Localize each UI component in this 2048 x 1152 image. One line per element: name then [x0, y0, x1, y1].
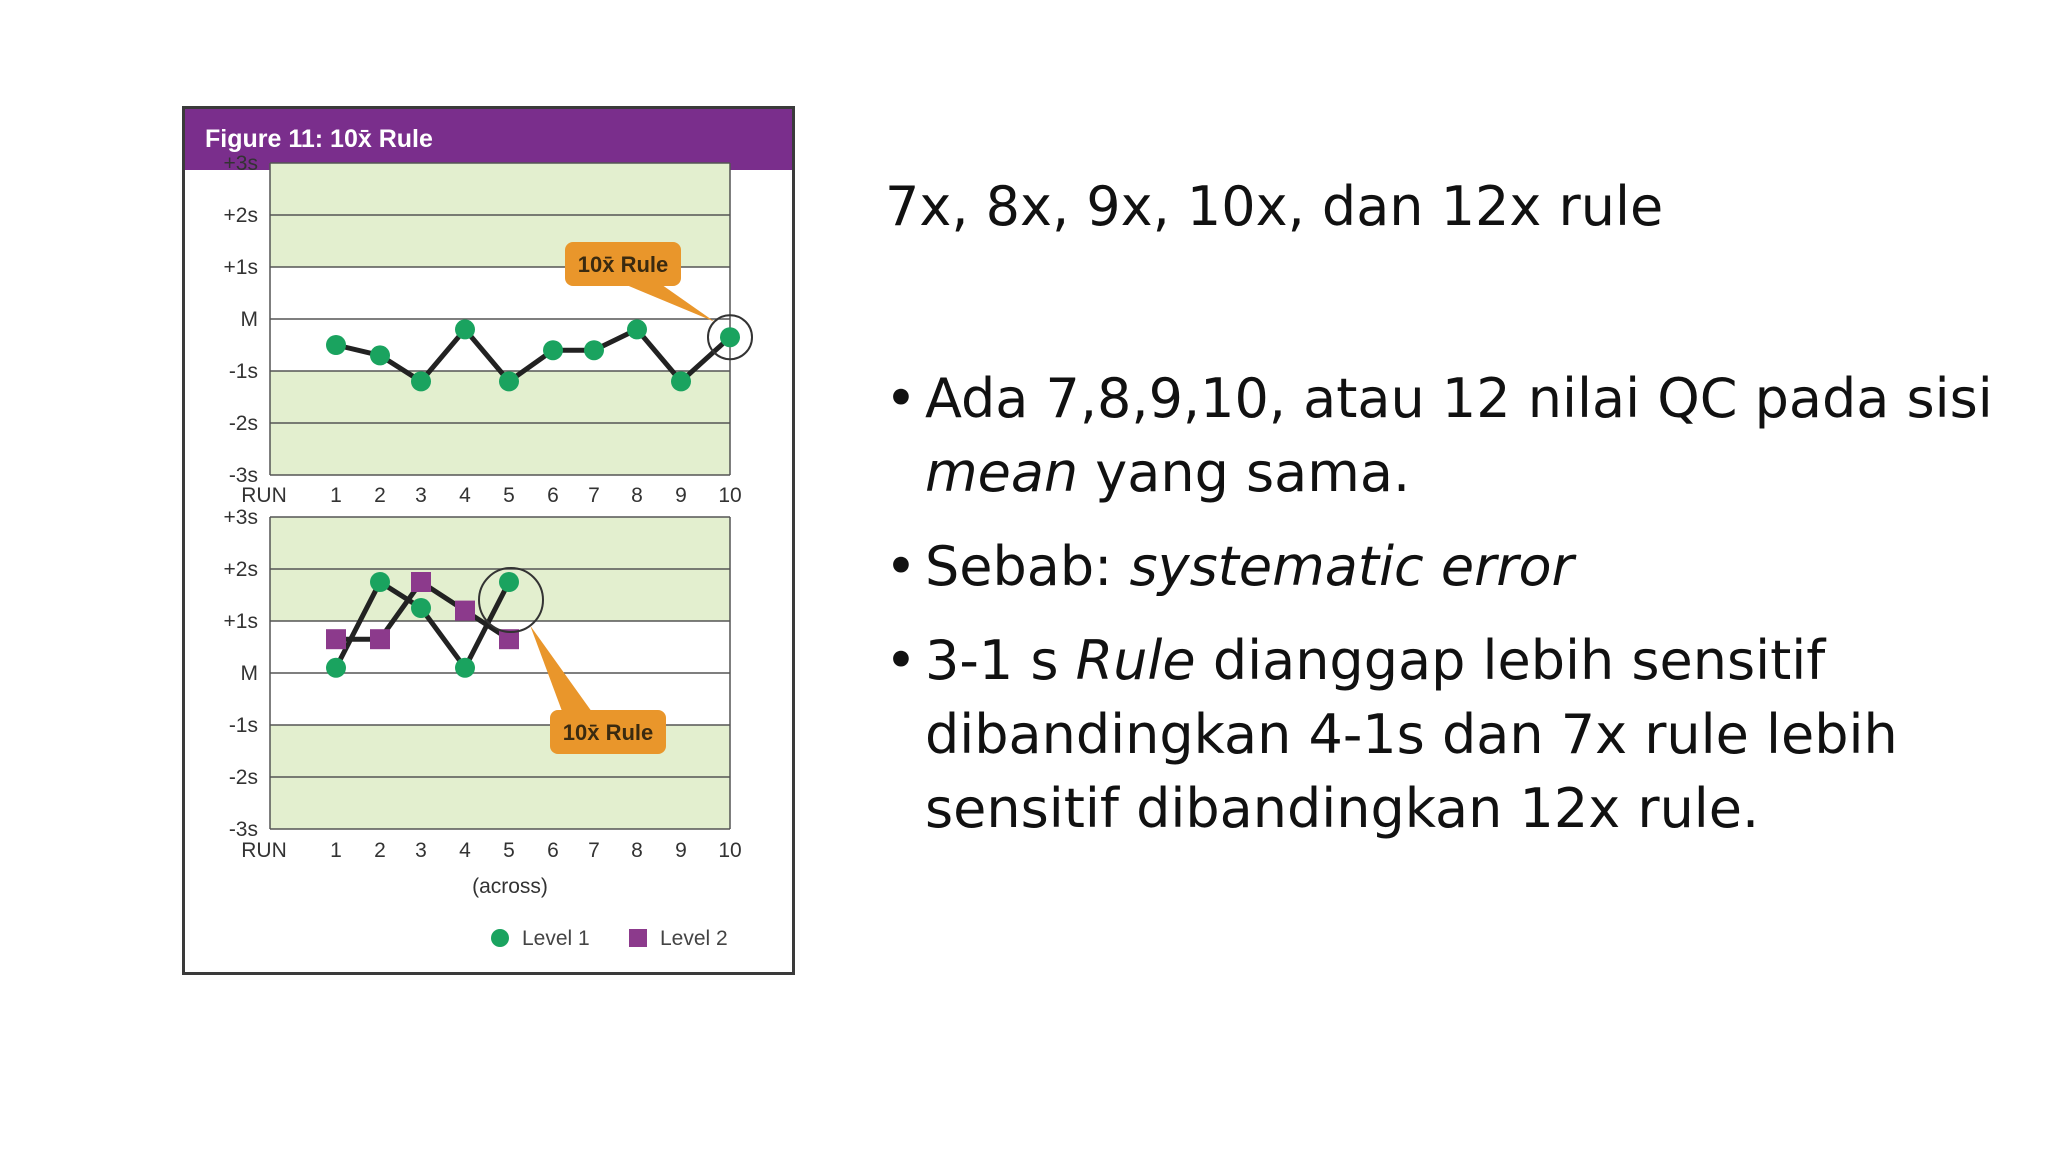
bullet-dot: • [885, 367, 917, 430]
bullet-text: Sebab: [925, 535, 1130, 598]
data-point-circle [671, 371, 691, 391]
x-tick-label: 1 [330, 484, 342, 507]
x-tick-label: 6 [547, 839, 559, 862]
data-point-circle [326, 335, 346, 355]
y-tick-label: -1s [228, 714, 258, 737]
x-tick-label: 7 [588, 484, 600, 507]
y-tick-label: M [240, 308, 258, 331]
callout-label: 10x̄ Rule [577, 252, 669, 277]
data-point-circle [720, 327, 740, 347]
y-tick-label: +1s [223, 256, 258, 279]
y-tick-label: +2s [223, 204, 258, 227]
legend-swatch-square [629, 929, 647, 947]
y-tick-label: -2s [228, 766, 258, 789]
x-tick-label: 3 [415, 839, 427, 862]
bullet-text-emphasis: mean [925, 441, 1079, 504]
y-tick-label: -3s [228, 818, 258, 841]
x-tick-label: 10 [718, 839, 742, 862]
x-tick-label: 2 [374, 484, 386, 507]
bullet-text: Ada 7,8,9,10, atau 12 nilai QC pada sisi [925, 367, 1993, 430]
x-tick-label: 8 [631, 484, 643, 507]
data-point-circle [499, 572, 519, 592]
x-tick-label: 5 [503, 484, 515, 507]
y-tick-label: -2s [228, 412, 258, 435]
x-tick-label: 2 [374, 839, 386, 862]
legend-label: Level 1 [522, 927, 590, 950]
data-point-circle [370, 345, 390, 365]
bullet-item [885, 530, 2005, 604]
x-tick-label: 4 [459, 839, 471, 862]
x-axis-label: (across) [472, 875, 548, 898]
x-tick-label: 6 [547, 484, 559, 507]
x-tick-label: 4 [459, 484, 471, 507]
x-tick-label: 1 [330, 839, 342, 862]
x-tick-label: 10 [718, 484, 742, 507]
chart-band [270, 777, 730, 829]
bullet-list [885, 362, 2005, 866]
figure-header: Figure 11: 10x̄ Rule [185, 109, 792, 170]
bullet-text: 3-1 s [925, 629, 1076, 692]
data-point-circle [411, 598, 431, 618]
qc-figure [182, 106, 795, 975]
x-tick-label: 7 [588, 839, 600, 862]
chart-band [270, 163, 730, 215]
data-point-square [455, 601, 475, 621]
y-tick-label: -1s [228, 360, 258, 383]
x-tick-label: 5 [503, 839, 515, 862]
qc-charts-svg [185, 152, 792, 972]
bullet-text-emphasis: systematic error [1129, 535, 1574, 598]
x-tick-label: 3 [415, 484, 427, 507]
legend-swatch-circle [491, 929, 509, 947]
data-point-square [326, 629, 346, 649]
data-point-circle [455, 658, 475, 678]
slide-title: 7x, 8x, 9x, 10x, dan 12x rule [885, 175, 1664, 238]
legend-label: Level 2 [660, 927, 728, 950]
bullet-text-emphasis: Rule [1075, 629, 1196, 692]
bullet-dot: • [885, 535, 917, 598]
y-tick-label: +3s [223, 506, 258, 529]
bullet-item [885, 624, 2005, 846]
x-tick-label: 9 [675, 484, 687, 507]
data-point-square [370, 629, 390, 649]
data-point-square [411, 572, 431, 592]
y-tick-label: -3s [228, 464, 258, 487]
chart-band [270, 517, 730, 569]
x-axis-run-label: RUN [241, 484, 287, 507]
data-point-circle [411, 371, 431, 391]
y-tick-label: +2s [223, 558, 258, 581]
data-point-circle [543, 340, 563, 360]
data-point-circle [370, 572, 390, 592]
bullet-item [885, 362, 2005, 510]
y-tick-label: +3s [223, 152, 258, 175]
data-point-circle [627, 319, 647, 339]
bullet-text: yang sama. [1078, 441, 1411, 504]
bullet-dot: • [885, 629, 917, 692]
data-point-circle [584, 340, 604, 360]
callout-label: 10x̄ Rule [562, 720, 654, 745]
data-point-circle [499, 371, 519, 391]
x-axis-run-label: RUN [241, 839, 287, 862]
y-tick-label: M [240, 662, 258, 685]
bullet-text: dianggap lebih sensitif dibandingkan 4-1s dan 7x rule lebih sensitif dibandingkan 12x rule. [925, 629, 1898, 840]
x-tick-label: 8 [631, 839, 643, 862]
data-point-circle [455, 319, 475, 339]
data-point-circle [326, 658, 346, 678]
chart-band [270, 423, 730, 475]
y-tick-label: +1s [223, 610, 258, 633]
x-tick-label: 9 [675, 839, 687, 862]
